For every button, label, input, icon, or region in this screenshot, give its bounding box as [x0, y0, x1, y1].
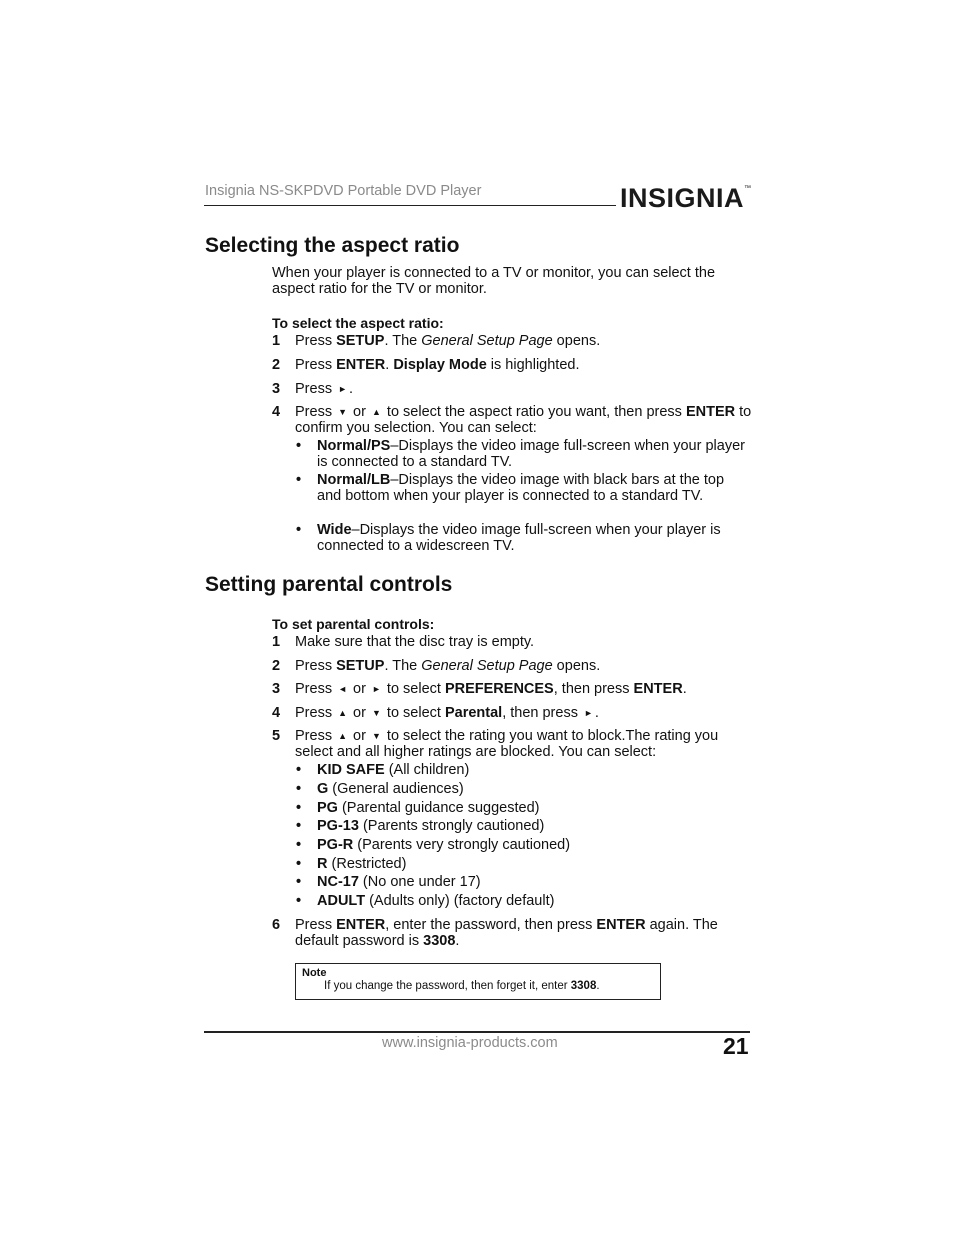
step-text: Press — [295, 917, 337, 933]
note-text — [324, 980, 600, 992]
down-arrow-icon: ▼ — [371, 731, 381, 741]
option-term: Normal/PS — [317, 438, 391, 454]
bullet-icon: • — [296, 874, 302, 890]
rating-desc: (General audiences) — [328, 781, 464, 797]
step-text: again. The default password is — [295, 917, 718, 949]
enter-key-label: ENTER — [336, 357, 386, 373]
running-header: Insignia NS-SKPDVD Portable DVD Player — [205, 183, 482, 199]
menu-item-label: PREFERENCES — [444, 681, 554, 697]
up-arrow-icon: ▲ — [338, 731, 348, 741]
step-text: Press — [295, 404, 337, 420]
down-arrow-icon: ▼ — [338, 407, 348, 417]
rating-g — [296, 781, 752, 797]
setup-key-label: SETUP — [336, 333, 385, 349]
step-text: Press — [295, 705, 337, 721]
bullet-icon: • — [296, 837, 302, 853]
aspect-option-wide — [296, 522, 752, 554]
step-text: Press — [295, 728, 337, 744]
option-term: Normal/LB — [317, 472, 391, 488]
note-label: Note — [302, 967, 327, 979]
logo-tm: ™ — [744, 185, 752, 192]
step-number: 1 — [272, 333, 281, 349]
footer-url: www.insignia-products.com — [382, 1035, 558, 1051]
rating-desc: (Parents very strongly cautioned) — [353, 837, 571, 853]
insignia-logo — [620, 183, 752, 214]
step-text: Press — [295, 681, 337, 697]
step-text: Press — [295, 357, 337, 373]
step-text: Press — [295, 658, 337, 674]
option-desc: –Displays the video image with black bars at the top and bottom when your player is connected to a standard TV. — [317, 472, 725, 504]
rating-desc: (Adults only) (factory default) — [365, 893, 555, 909]
left-arrow-icon: ◄ — [338, 684, 348, 694]
rating-term: NC-17 — [317, 874, 359, 890]
procedure-heading-parental: To set parental controls: — [272, 616, 435, 632]
step-text: . — [349, 381, 354, 397]
step-text: Press — [295, 333, 337, 349]
rating-term: PG — [317, 800, 338, 816]
aspect-step-4 — [272, 404, 752, 436]
step-text: to select the rating you want to block.The rating you select and all higher ratings are blocked. You can select: — [295, 728, 719, 760]
rating-term: ADULT — [317, 893, 366, 909]
menu-item-label: Display Mode — [393, 357, 487, 373]
rating-pg-13 — [296, 818, 752, 834]
step-text: or — [349, 404, 370, 420]
parental-step-1 — [272, 634, 752, 650]
rating-kid-safe — [296, 762, 752, 778]
note-body: If you change the password, then forget it, enter — [324, 980, 571, 992]
step-text: , then press — [502, 705, 582, 721]
step-text: , enter the password, then press — [385, 917, 597, 933]
step-text: or — [349, 705, 370, 721]
step-text: . — [455, 933, 460, 949]
aspect-step-1 — [272, 333, 752, 349]
default-password: 3308 — [423, 933, 456, 949]
logo-text: INSIGNIA — [620, 183, 745, 213]
rating-term: KID SAFE — [317, 762, 385, 778]
parental-step-6 — [272, 917, 752, 949]
enter-key-label: ENTER — [596, 917, 646, 933]
aspect-ratio-intro: When your player is connected to a TV or monitor, you can select the aspect ratio for the TV or monitor. — [272, 265, 716, 297]
right-arrow-icon: ► — [583, 708, 593, 718]
rating-term: PG-13 — [317, 818, 359, 834]
step-number: 3 — [272, 681, 281, 697]
step-text: . — [385, 357, 394, 373]
option-desc: –Displays the video image full-screen when your player is connected to a standard TV. — [317, 438, 745, 470]
rating-term: R — [317, 856, 328, 872]
step-text: opens. — [552, 333, 601, 349]
step-text: . The — [384, 658, 422, 674]
option-desc: –Displays the video image full-screen when your player is connected to a widescreen TV. — [317, 522, 721, 554]
section-heading-parental-controls: Setting parental controls — [205, 573, 453, 596]
step-number: 3 — [272, 381, 281, 397]
step-text: or — [349, 681, 370, 697]
bullet-icon: • — [296, 856, 302, 872]
procedure-heading-aspect-ratio: To select the aspect ratio: — [272, 315, 444, 331]
step-number: 4 — [272, 404, 281, 420]
menu-item-label: Parental — [444, 705, 503, 721]
rating-nc-17 — [296, 874, 752, 890]
step-number: 6 — [272, 917, 281, 933]
step-text: . — [682, 681, 687, 697]
header-rule — [204, 205, 616, 206]
rating-pg-r — [296, 837, 752, 853]
parental-step-5 — [272, 728, 752, 760]
note-password: 3308 — [570, 980, 597, 992]
bullet-icon: • — [296, 762, 302, 778]
note-box — [295, 963, 661, 1000]
up-arrow-icon: ▲ — [338, 708, 348, 718]
aspect-step-3 — [272, 381, 752, 397]
step-text: or — [349, 728, 370, 744]
rating-desc: (All children) — [384, 762, 470, 778]
page-number: 21 — [723, 1033, 749, 1059]
rating-term: G — [317, 781, 329, 797]
rating-desc: (Restricted) — [327, 856, 407, 872]
parental-step-2 — [272, 658, 752, 674]
page-name: General Setup Page — [421, 658, 553, 674]
parental-step-4 — [272, 705, 752, 721]
step-text: . — [594, 705, 599, 721]
bullet-icon: • — [296, 522, 302, 538]
bullet-icon: • — [296, 472, 302, 488]
rating-adult — [296, 893, 752, 909]
step-number: 5 — [272, 728, 281, 744]
bullet-icon: • — [296, 438, 302, 454]
step-number: 1 — [272, 634, 281, 650]
step-text: to select — [382, 705, 445, 721]
rating-term: PG-R — [317, 837, 354, 853]
step-text: to confirm you selection. You can select: — [295, 404, 752, 436]
bullet-icon: • — [296, 781, 302, 797]
step-text: . The — [384, 333, 422, 349]
up-arrow-icon: ▲ — [371, 407, 381, 417]
rating-desc: (No one under 17) — [358, 874, 481, 890]
setup-key-label: SETUP — [336, 658, 385, 674]
aspect-option-normal-lb — [296, 472, 752, 504]
step-text: , then press — [553, 681, 634, 697]
enter-key-label: ENTER — [633, 681, 683, 697]
page-name: General Setup Page — [421, 333, 553, 349]
rating-desc: (Parental guidance suggested) — [337, 800, 540, 816]
bullet-icon: • — [296, 818, 302, 834]
note-end: . — [596, 980, 600, 992]
step-text: Press — [295, 381, 337, 397]
footer-rule — [204, 1031, 750, 1033]
right-arrow-icon: ► — [371, 684, 381, 694]
step-text: to select the aspect ratio you want, then press — [382, 404, 686, 420]
parental-step-3 — [272, 681, 752, 697]
step-text: Make sure that the disc tray is empty. — [295, 634, 535, 650]
aspect-option-normal-ps — [296, 438, 752, 470]
enter-key-label: ENTER — [336, 917, 386, 933]
bullet-icon: • — [296, 893, 302, 909]
step-number: 4 — [272, 705, 281, 721]
bullet-icon: • — [296, 800, 302, 816]
step-number: 2 — [272, 658, 281, 674]
section-heading-aspect-ratio: Selecting the aspect ratio — [205, 234, 460, 257]
step-number: 2 — [272, 357, 281, 373]
option-term: Wide — [317, 522, 352, 538]
enter-key-label: ENTER — [685, 404, 736, 420]
step-text: is highlighted. — [486, 357, 580, 373]
down-arrow-icon: ▼ — [371, 708, 381, 718]
rating-desc: (Parents strongly cautioned) — [358, 818, 545, 834]
rating-r — [296, 856, 752, 872]
rating-pg — [296, 800, 752, 816]
right-arrow-icon: ► — [338, 384, 348, 394]
step-text: to select — [382, 681, 445, 697]
step-text: opens. — [552, 658, 601, 674]
aspect-step-2 — [272, 357, 752, 373]
